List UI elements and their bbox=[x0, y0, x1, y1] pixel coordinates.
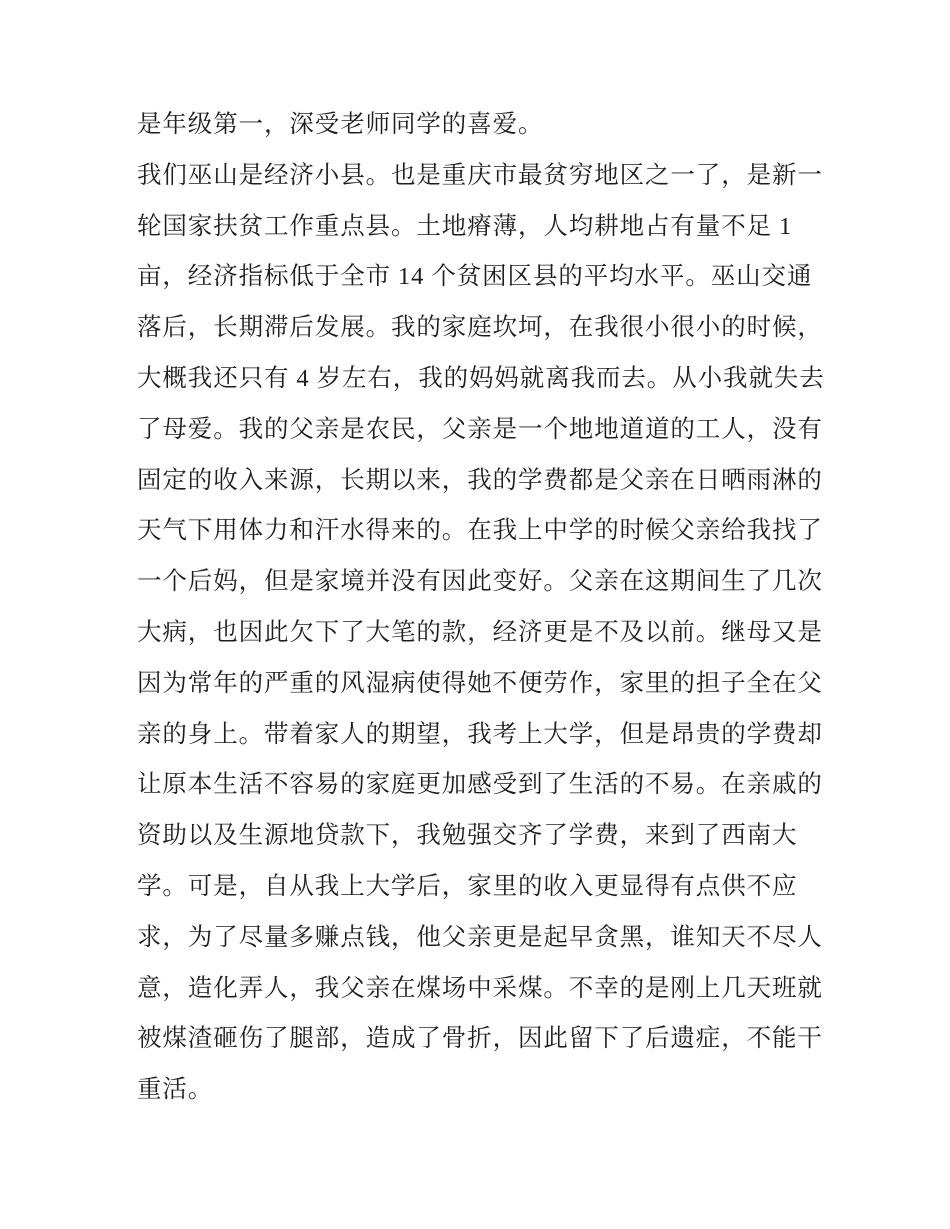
text-line: 了母爱。我的父亲是农民，父亲是一个地地道道的工人，没有 bbox=[137, 415, 823, 443]
text-line: 落后，长期滞后发展。我的家庭坎坷，在我很小很小的时候， bbox=[137, 314, 823, 342]
text-line: 重活。 bbox=[137, 1076, 214, 1104]
text-line: 亩，经济指标低于全市 14 个贫困区县的平均水平。巫山交通 bbox=[137, 263, 813, 291]
text-line: 资助以及生源地贷款下，我勉强交齐了学费，来到了西南大 bbox=[137, 822, 798, 850]
text-line: 大病，也因此欠下了大笔的款，经济更是不及以前。继母又是 bbox=[137, 618, 823, 646]
text-line: 是年级第一，深受老师同学的喜爱。 bbox=[137, 111, 544, 138]
text-line: 轮国家扶贫工作重点县。土地瘠薄，人均耕地占有量不足 1 bbox=[137, 212, 793, 240]
essay-text-block bbox=[137, 100, 827, 1116]
text-line: 大概我还只有 4 岁左右，我的妈妈就离我而去。从小我就失去 bbox=[137, 364, 825, 392]
text-line: 因为常年的严重的风湿病使得她不便劳作，家里的担子全在父 bbox=[137, 669, 823, 697]
text-line: 我们巫山是经济小县。也是重庆市最贫穷地区之一了，是新一 bbox=[137, 161, 823, 189]
text-line: 一个后妈，但是家境并没有因此变好。父亲在这期间生了几次 bbox=[137, 568, 823, 596]
text-line: 学。可是，自从我上大学后，家里的收入更显得有点供不应 bbox=[137, 872, 798, 900]
text-line: 亲的身上。带着家人的期望，我考上大学，但是昂贵的学费却 bbox=[137, 720, 823, 748]
text-line: 让原本生活不容易的家庭更加感受到了生活的不易。在亲戚的 bbox=[137, 771, 823, 799]
text-line: 求，为了尽量多赚点钱，他父亲更是起早贪黑，谁知天不尽人 bbox=[137, 923, 823, 951]
text-line: 固定的收入来源，长期以来，我的学费都是父亲在日晒雨淋的 bbox=[137, 466, 823, 494]
text-line: 被煤渣砸伤了腿部，造成了骨折，因此留下了后遗症，不能干 bbox=[137, 1025, 823, 1053]
text-line: 天气下用体力和汗水得来的。在我上中学的时候父亲给我找了 bbox=[137, 517, 823, 545]
text-line: 意，造化弄人，我父亲在煤场中采煤。不幸的是刚上几天班就 bbox=[137, 974, 823, 1002]
